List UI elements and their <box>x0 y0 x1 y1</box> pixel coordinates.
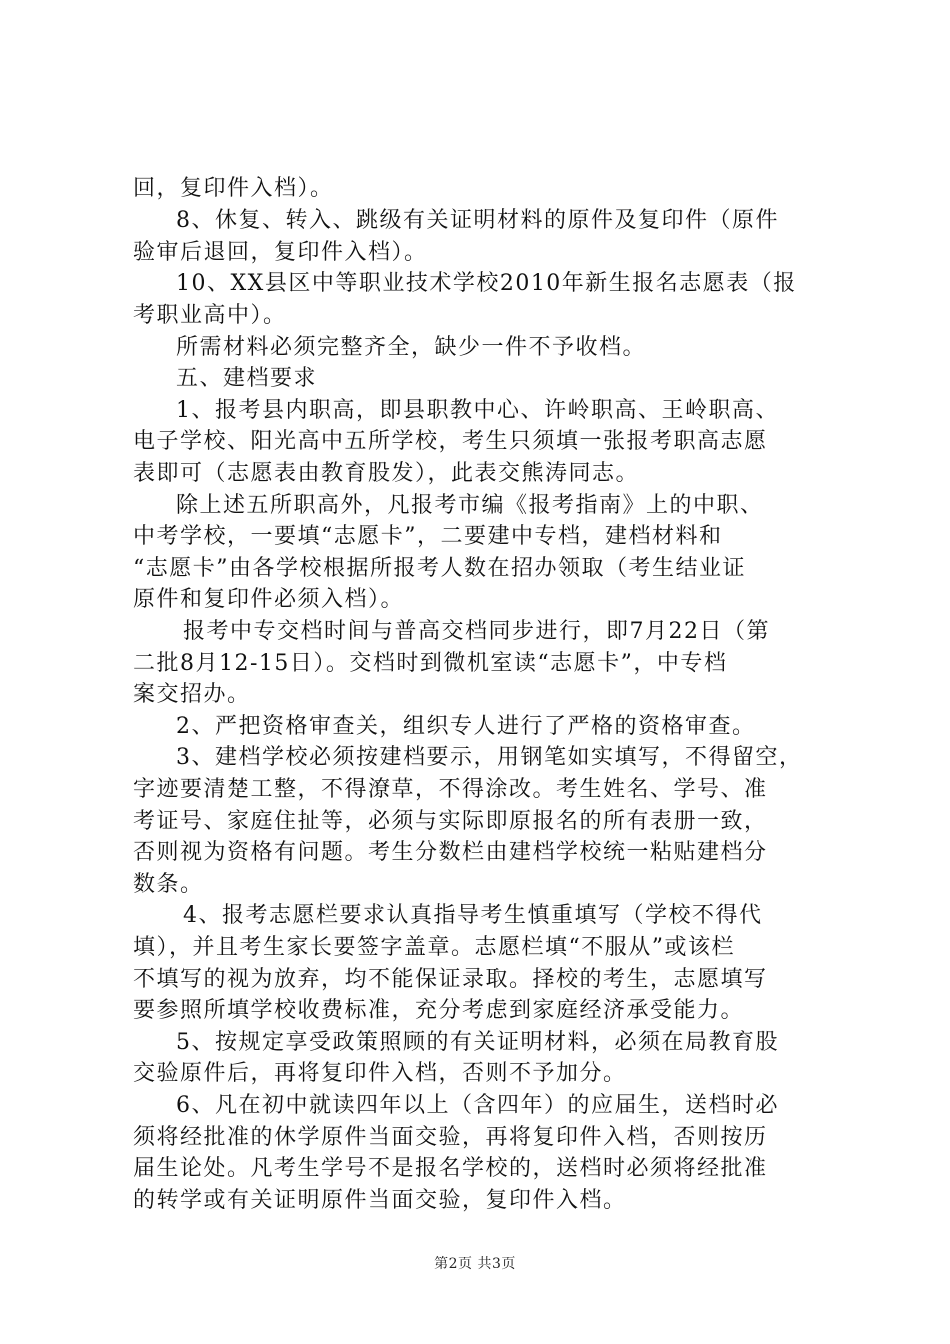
text-line: 报考中专交档时间与普高交档同步进行，即7月22日（第 <box>183 619 770 644</box>
text-line: 填），并且考生家长要签字盖章。志愿栏填“不服从”或该栏 <box>133 935 735 960</box>
text-line: “志愿卡”由各学校根据所报考人数在招办领取（考生结业证 <box>133 556 746 581</box>
text-line: 10、XX县区中等职业技术学校2010年新生报名志愿表（报 <box>176 271 797 296</box>
page-footer: 第2页 共3页 <box>434 1256 516 1272</box>
text-line: 原件和复印件必须入档）。 <box>133 587 405 612</box>
text-line: 届生论处。凡考生学号不是报名学校的，送档时必须将经批准 <box>133 1156 768 1181</box>
text-line: 6、凡在初中就读四年以上（含四年）的应届生，送档时必 <box>176 1093 779 1118</box>
text-line: 考证号、家庭住扯等，必须与实际即原报名的所有表册一致， <box>133 809 768 834</box>
text-line: 1、报考县内职高，即县职教中心、许岭职高、王岭职高、 <box>176 398 779 423</box>
text-line: 所需材料必须完整齐全，缺少一件不予收档。 <box>176 335 647 360</box>
text-line: 中考学校，一要填“志愿卡”，二要建中专档，建档材料和 <box>133 524 723 549</box>
text-line: 案交招办。 <box>133 682 251 707</box>
text-line: 不填写的视为放弃，均不能保证录取。择校的考生，志愿填写 <box>133 967 768 992</box>
text-line: 8、休复、转入、跳级有关证明材料的原件及复印件（原件 <box>176 208 779 233</box>
text-line: 交验原件后，再将复印件入档，否则不予加分。 <box>133 1061 627 1086</box>
text-line: 否则视为资格有问题。考生分数栏由建档学校统一粘贴建档分 <box>133 840 768 865</box>
text-line: 表即可（志愿表由教育股发），此表交熊涛同志。 <box>133 461 640 486</box>
text-line: 5、按规定享受政策照顾的有关证明材料，必须在局教育股 <box>176 1030 779 1055</box>
text-line: 数条。 <box>133 872 204 897</box>
section-heading: 五、建档要求 <box>176 366 318 391</box>
text-line: 3、建档学校必须按建档要示，用钢笔如实填写，不得留空， <box>176 745 803 770</box>
text-line: 考职业高中）。 <box>133 303 287 328</box>
text-line: 二批8月12-15日）。交档时到微机室读“志愿卡”，中专档 <box>133 651 728 676</box>
text-line: 字迹要清楚工整，不得潦草，不得涂改。考生姓名、学号、准 <box>133 777 768 802</box>
text-line: 电子学校、阳光高中五所学校，考生只须填一张报考职高志愿 <box>133 429 768 454</box>
text-line: 除上述五所职高外，凡报考市编《报考指南》上的中职、 <box>176 493 764 518</box>
text-line: 验审后退回，复印件入档）。 <box>133 240 428 265</box>
text-line: 要参照所填学校收费标准，充分考虑到家庭经济承受能力。 <box>133 998 745 1023</box>
text-line: 4、报考志愿栏要求认真指导考生慎重填写（学校不得代 <box>183 903 763 928</box>
text-line: 2、严把资格审查关，组织专人进行了严格的资格审查。 <box>176 714 756 739</box>
text-line: 须将经批准的休学原件当面交验，再将复印件入档，否则按历 <box>133 1125 768 1150</box>
text-line: 的转学或有关证明原件当面交验，复印件入档。 <box>133 1188 627 1213</box>
text-line: 回，复印件入档）。 <box>133 176 334 201</box>
